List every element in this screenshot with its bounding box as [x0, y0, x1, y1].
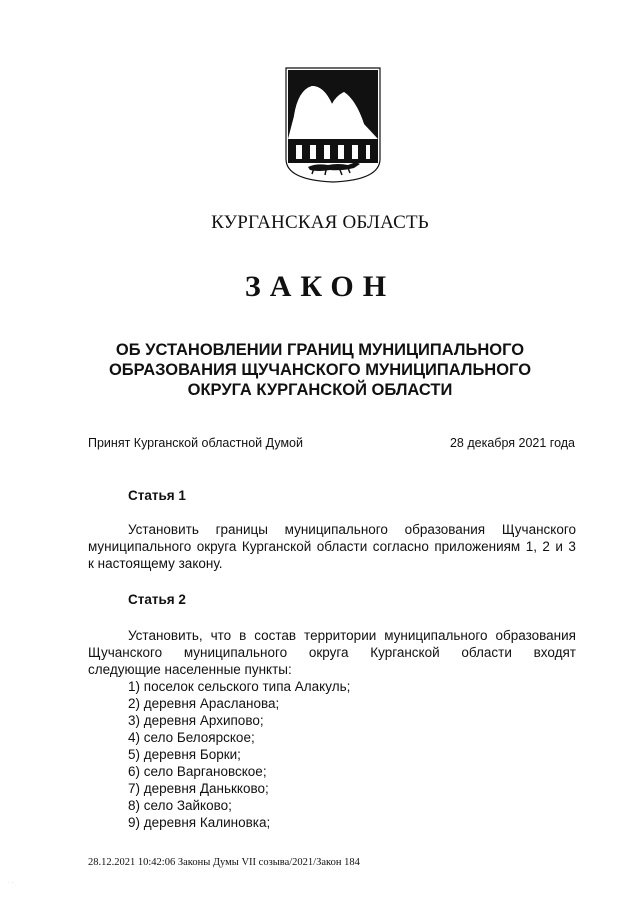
word: муниципального	[183, 645, 288, 660]
text-line: следующие населенные пункты:	[88, 662, 292, 677]
justified-line	[88, 521, 576, 538]
article-2-heading: Статья 2	[128, 592, 186, 607]
word: образования	[404, 522, 486, 537]
word: Щучанского	[501, 522, 576, 537]
marten-figure	[308, 162, 360, 175]
word: Курганской	[241, 539, 312, 554]
scan-artifact: · ·	[8, 880, 14, 886]
word: и	[555, 539, 563, 554]
word: образования	[495, 628, 576, 643]
word: муниципального	[284, 522, 388, 537]
word: входят	[533, 645, 576, 660]
word: приложениям	[434, 539, 521, 554]
law-title	[90, 340, 550, 400]
word: области	[316, 539, 368, 554]
justified-line	[88, 627, 576, 644]
word: округа	[196, 539, 237, 554]
mountain-shape	[288, 70, 378, 139]
list-item: 2) деревня Арасланова;	[128, 696, 280, 711]
list-item: 5) деревня Борки;	[128, 747, 241, 762]
word: состав	[254, 628, 297, 643]
list-item: 7) деревня Данькково;	[128, 781, 269, 796]
law-title-line: ОБ УСТАНОВЛЕНИИ ГРАНИЦ МУНИЦИПАЛЬНОГО	[115, 341, 525, 359]
text-line: к настоящему закону.	[88, 556, 223, 571]
adopted-by: Принят Курганской областной Думой	[88, 436, 303, 450]
word: 1,	[525, 539, 537, 554]
word: округа	[308, 645, 349, 660]
region-name: КУРГАНСКАЯ ОБЛАСТЬ	[211, 212, 429, 233]
word: границы	[215, 522, 268, 537]
word: 2	[542, 539, 550, 554]
article-1-text	[88, 521, 576, 572]
list-item: 1) поселок сельского типа Алакуль;	[128, 679, 351, 694]
justified-line	[88, 538, 576, 555]
word: муниципального	[384, 628, 488, 643]
word: муниципального	[88, 539, 192, 554]
word: Щучанского	[88, 645, 163, 660]
word: согласно	[372, 539, 429, 554]
word: территории	[304, 628, 377, 643]
word: области	[461, 645, 512, 660]
battlement-band	[288, 139, 378, 163]
word: Установить,	[128, 628, 203, 643]
document-type-heading: ЗАКОН	[244, 270, 396, 303]
word: Установить	[128, 522, 199, 537]
law-title-line: ОБРАЗОВАНИЯ ЩУЧАНСКОГО МУНИЦИПАЛЬНОГО	[108, 361, 532, 379]
list-item: 6) село Варгановское;	[128, 764, 267, 779]
article-1-heading: Статья 1	[128, 488, 186, 503]
word: что	[210, 628, 232, 643]
law-title-line: ОКРУГА КУРГАНСКОЙ ОБЛАСТИ	[187, 381, 453, 399]
justified-line	[88, 644, 576, 661]
list-item: 9) деревня Калиновка;	[128, 815, 271, 830]
word: 3	[568, 539, 576, 554]
article-2-text	[88, 627, 576, 678]
word: Курганской	[370, 645, 440, 660]
list-item: 3) деревня Архипово;	[128, 713, 264, 728]
settlements-list	[128, 678, 350, 831]
list-item: 4) село Белоярское;	[128, 730, 255, 745]
coat-of-arms-icon	[282, 64, 384, 186]
word: в	[239, 628, 247, 643]
document-footer: 28.12.2021 10:42:06 Законы Думы VII созыва/2021/Закон 184	[88, 857, 360, 868]
list-item: 8) село Зайково;	[128, 798, 232, 813]
adopted-date: 28 декабря 2021 года	[449, 436, 575, 450]
